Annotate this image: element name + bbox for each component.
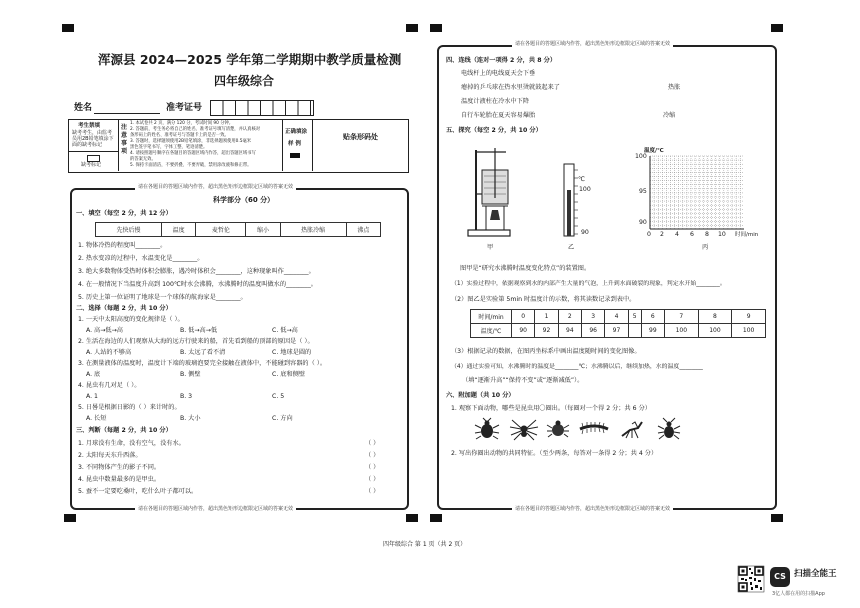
link-item-left[interactable]: 温度计液柱在冷水中下降 bbox=[461, 98, 530, 105]
thermometer-tick: 100 bbox=[579, 186, 591, 193]
notice-left-line: 面的缺考标记 bbox=[72, 142, 103, 148]
choice-option[interactable]: B. 3 bbox=[180, 393, 193, 400]
table-cell: 100 bbox=[732, 324, 766, 338]
q3-title: 三、判断（每题 2 分，共 10 分） bbox=[76, 427, 172, 434]
beetle-icon[interactable] bbox=[474, 418, 500, 440]
centipede-icon[interactable] bbox=[578, 422, 610, 436]
choice-option[interactable]: C. 底和侧壁 bbox=[272, 371, 306, 378]
alignment-mark bbox=[771, 24, 783, 32]
table-cell: 99 bbox=[641, 324, 664, 338]
fill-question: 1. 物体冷热的程度叫________。 bbox=[78, 242, 167, 249]
notice-left-line: 缺考考生，由监考 bbox=[72, 130, 113, 136]
camscanner-badge-text: CS bbox=[774, 572, 786, 581]
thermometer-tick: 90 bbox=[581, 229, 589, 236]
probe-question: （3）根据记录的数据，在图丙坐标系中画出温度随时间的变化图像。 bbox=[451, 348, 641, 355]
notice-item: 黑色签字笔书写，字体工整、笔迹清楚。 bbox=[130, 145, 208, 150]
choice-option[interactable]: C. 方向 bbox=[272, 415, 293, 422]
table-row-header: 温度/℃ bbox=[471, 324, 512, 338]
data-table bbox=[470, 309, 766, 338]
temperature-grid[interactable] bbox=[650, 156, 746, 232]
fill-example-label: 正确填涂 bbox=[285, 129, 308, 135]
table-cell: 2 bbox=[558, 310, 581, 324]
alignment-mark bbox=[62, 24, 74, 32]
fill-question: 5. 历史上第一位证明了地球是一个球体的航海家是________。 bbox=[78, 294, 247, 301]
judge-answer-slot[interactable]: （ ） bbox=[365, 464, 380, 471]
q6-title: 六、附加题（共 10 分） bbox=[446, 392, 515, 399]
fill-example-mark bbox=[290, 153, 300, 158]
ladybug-icon[interactable] bbox=[546, 419, 570, 439]
table-cell: 92 bbox=[535, 324, 558, 338]
judge-answer-slot[interactable]: （ ） bbox=[365, 440, 380, 447]
table-cell: 1 bbox=[535, 310, 558, 324]
table-cell: 3 bbox=[581, 310, 604, 324]
graph-ytick: 95 bbox=[639, 188, 647, 195]
word-bank-item: 温度 bbox=[161, 223, 195, 237]
choice-question: 3. 在测量液体的温度时，温度计下端的玻璃泡要完全接触在液体中，不能碰到容器的（ ）。 bbox=[78, 360, 327, 367]
judge-answer-slot[interactable]: （ ） bbox=[365, 452, 380, 459]
table-cell: 97 bbox=[605, 324, 628, 338]
judge-question: 3. 不同物体产生的影子不同。 bbox=[78, 464, 161, 471]
word-bank bbox=[95, 222, 381, 237]
table-cell: 90 bbox=[512, 324, 535, 338]
link-item-right[interactable]: 冷缩 bbox=[663, 112, 676, 119]
table-cell: 8 bbox=[698, 310, 732, 324]
camscanner-logo bbox=[770, 567, 790, 587]
thermometer-unit: ℃ bbox=[578, 176, 585, 183]
word-bank-item: 麦哲伦 bbox=[196, 223, 246, 237]
choice-option[interactable]: B. 太远了看不清 bbox=[180, 349, 226, 356]
table-cell: 7 bbox=[665, 310, 699, 324]
extra-question: 1. 观察下面动物，哪些是昆虫用〇圈出。（每圈对一个得 2 分；共 6 分） bbox=[451, 405, 651, 412]
q4-title: 四、连线（连对一项得 2 分，共 8 分） bbox=[446, 57, 557, 64]
judge-question: 2. 太阳每天东升西落。 bbox=[78, 452, 142, 459]
word-bank-item: 先快后慢 bbox=[96, 223, 162, 237]
notice-item: 1. 本试卷共 2 页，满分 120 分，考试时间 90 分钟。 bbox=[130, 121, 234, 126]
qr-code-icon[interactable] bbox=[738, 566, 764, 592]
alignment-mark bbox=[430, 514, 442, 522]
alignment-mark bbox=[64, 514, 76, 522]
graph-xtick: 2 bbox=[660, 231, 664, 238]
boundary-note: 请在各题目的答题区域内作答，超出黑色矩形边框限定区域的答案无效 bbox=[512, 505, 673, 512]
probe-question: （填“逐渐升高”“保持不变”或“逐渐减低”）。 bbox=[462, 377, 584, 384]
spider-icon[interactable] bbox=[510, 418, 538, 440]
table-cell: 100 bbox=[698, 324, 732, 338]
choice-option[interactable]: A. 人站的不够高 bbox=[86, 349, 132, 356]
exam-no-boxes[interactable] bbox=[210, 100, 314, 116]
choice-option[interactable]: A. 底 bbox=[86, 371, 101, 378]
judge-question: 5. 蚕不一定要吃桑叶，吃什么叶子都可以。 bbox=[78, 488, 198, 495]
choice-option[interactable]: B. 大小 bbox=[180, 415, 201, 422]
mantis-icon[interactable] bbox=[618, 418, 644, 440]
graph-ylabel: 温度/℃ bbox=[644, 148, 664, 154]
table-cell-blank[interactable] bbox=[628, 324, 641, 338]
notice-item: 2. 答题前，考生务必将自己的姓名、准考证号填写清楚，并认真核对 bbox=[130, 127, 261, 132]
exam-title: 浑源县 2024—2025 学年第二学期期中教学质量检测 bbox=[98, 52, 402, 67]
exam-no-label: 准考证号 bbox=[166, 103, 203, 113]
judge-question: 1. 月球没有生命，没有空气，没有水。 bbox=[78, 440, 185, 447]
graph-xtick: 0 bbox=[647, 231, 651, 238]
graph-xtick: 6 bbox=[690, 231, 694, 238]
choice-question: 2. 生活在海边的人们观察从大海的远方行驶来的船，首先看到船的顶部的原因是（ ）。 bbox=[78, 338, 314, 345]
choice-option[interactable]: B. 侧壁 bbox=[180, 371, 201, 378]
link-item-right[interactable]: 热胀 bbox=[668, 84, 681, 91]
fill-question: 4. 在一般情况下当温度升高到 100℃时水会沸腾，水沸腾时的温度叫做水的________。 bbox=[78, 281, 317, 288]
choice-question: 4. 昆虫有几对足（ ）。 bbox=[78, 382, 141, 389]
alignment-mark bbox=[406, 514, 418, 522]
probe-question: （2）图乙是实验第 5min 时温度计的示数，将其读数记录到表中。 bbox=[451, 296, 636, 303]
q5-title: 五、探究（每空 2 分，共 10 分） bbox=[446, 127, 542, 134]
notice-item: 5. 保持卡面清洁，不要折叠、不要弄破，禁用涂改液和修正带。 bbox=[130, 163, 252, 168]
choice-option[interactable]: C. 低→高 bbox=[272, 327, 298, 334]
graph-xlabel: 时间/min bbox=[735, 232, 759, 238]
missing-mark-box[interactable] bbox=[87, 155, 100, 162]
fill-question: 3. 绝大多数物体受热时体积会膨胀，遇冷时体积会________，这种现象叫作________。 bbox=[78, 268, 315, 275]
table-row-header: 时间/min bbox=[471, 310, 512, 324]
table-cell: 4 bbox=[605, 310, 628, 324]
fill-question: 2. 热水变凉的过程中，水温变化是________。 bbox=[78, 255, 204, 262]
app-name: 扫描全能王 bbox=[794, 569, 837, 579]
table-cell: 100 bbox=[665, 324, 699, 338]
alignment-mark bbox=[406, 24, 418, 32]
table-cell: 96 bbox=[581, 324, 604, 338]
choice-question: 5. 日晷是根据日影的（ ）来计时的。 bbox=[78, 404, 181, 411]
notice-left-title: 考生禁填 bbox=[78, 123, 101, 129]
boundary-note: 请在各题目的答题区域内作答，超出黑色矩形边框限定区域的答案无效 bbox=[135, 183, 296, 190]
figure-label-bing: 丙 bbox=[702, 244, 709, 251]
word-bank-item: 缩小 bbox=[246, 223, 280, 237]
choice-option[interactable]: C. 地球是圆的 bbox=[272, 349, 312, 356]
figure-label-jia: 甲 bbox=[487, 244, 494, 251]
extra-question: 2. 写出你圈出动物的共同特征。（至少两条，每答对一条得 2 分；共 4 分） bbox=[451, 450, 658, 457]
graph-ytick: 100 bbox=[635, 153, 647, 160]
boiling-apparatus bbox=[466, 146, 526, 238]
stag-beetle-icon[interactable] bbox=[656, 418, 682, 440]
notice-item: 条形码上的姓名、准考证号与答题卡上的是否一致。 bbox=[130, 133, 229, 138]
link-item-left[interactable]: 瘪掉的乒乓球在热水里烫就鼓起来了 bbox=[461, 84, 560, 91]
notice-left-line: 员用2B铅笔填涂下 bbox=[72, 136, 114, 142]
choice-option[interactable]: B. 低→高→低 bbox=[180, 327, 218, 334]
link-item-left[interactable]: 自行车轮胎在夏天容易爆胎 bbox=[461, 112, 536, 119]
choice-option[interactable]: C. 5 bbox=[272, 393, 285, 400]
app-slogan: 3亿人都在用的扫描App bbox=[772, 591, 825, 597]
boundary-note: 请在各题目的答题区域内作答，超出黑色矩形边框限定区域的答案无效 bbox=[135, 505, 296, 512]
probe-question: （1）实验过程中，依据观察到水的内部产生大量的气泡，上升到水面破裂的现象，判定水开始________。 bbox=[451, 281, 726, 287]
figure-label-yi: 乙 bbox=[568, 244, 575, 251]
graph-xtick: 8 bbox=[705, 231, 709, 238]
word-bank-item: 沸点 bbox=[346, 223, 380, 237]
notice-item: 3. 答题时，选择题须使用2B铅笔填涂，非选择题须使用0.5毫米 bbox=[130, 139, 252, 144]
q2-title: 二、选择（每题 2 分，共 10 分） bbox=[76, 305, 172, 312]
boundary-note: 请在各题目的答题区域内作答，超出黑色矩形边框限定区域的答案无效 bbox=[512, 40, 673, 47]
barcode-label: 贴条形码处 bbox=[343, 133, 378, 141]
alignment-mark bbox=[771, 514, 783, 522]
name-label: 姓名 bbox=[74, 103, 93, 113]
choice-option[interactable]: A. 高→低→高 bbox=[86, 327, 123, 334]
name-field[interactable] bbox=[94, 112, 160, 114]
choice-option[interactable]: A. 长短 bbox=[86, 415, 107, 422]
link-item-left[interactable]: 电线杆上的电线夏天会下垂 bbox=[461, 70, 536, 77]
graph-xtick: 4 bbox=[675, 231, 679, 238]
table-cell: 5 bbox=[628, 310, 641, 324]
graph-ytick: 90 bbox=[639, 219, 647, 226]
notice-item: 的答案无效。 bbox=[130, 157, 156, 162]
alignment-mark bbox=[430, 24, 442, 32]
word-bank-item: 热胀冷缩 bbox=[280, 223, 346, 237]
thermometer bbox=[556, 160, 586, 240]
choice-question: 1. 一天中太阳高度的变化规律是（ ）。 bbox=[78, 316, 184, 323]
figure-caption: 图甲是“研究水沸腾时温度变化特点”的装置图。 bbox=[460, 265, 591, 272]
judge-answer-slot[interactable]: （ ） bbox=[365, 476, 380, 483]
fill-example-sub: 样 例 bbox=[288, 141, 301, 147]
notice-mid-title: 注意事项 bbox=[121, 124, 128, 155]
judge-answer-slot[interactable]: （ ） bbox=[365, 488, 380, 495]
table-cell: 0 bbox=[512, 310, 535, 324]
graph-xtick: 10 bbox=[718, 231, 726, 238]
judge-question: 4. 昆虫中数量最多的是甲虫。 bbox=[78, 476, 161, 483]
choice-option[interactable]: A. 1 bbox=[86, 393, 98, 400]
table-cell: 6 bbox=[641, 310, 664, 324]
table-cell: 9 bbox=[732, 310, 766, 324]
notice-item: 4. 请按照题号顺序在各题目的答题区域内作答，超出答题区域书写 bbox=[130, 151, 256, 156]
table-cell: 94 bbox=[558, 324, 581, 338]
missing-mark-label: 缺考标记 bbox=[81, 162, 102, 168]
page-number: 四年级综合 第 1 页（共 2 页） bbox=[383, 541, 467, 548]
exam-subtitle: 四年级综合 bbox=[214, 74, 275, 88]
section-title: 科学部分（60 分） bbox=[213, 196, 275, 204]
q1-title: 一、填空（每空 2 分，共 12 分） bbox=[76, 210, 172, 217]
probe-question: （4）通过实验可知，水沸腾时的温度是________℃；水沸腾以后，继续加热，水的温度________ bbox=[451, 364, 703, 370]
